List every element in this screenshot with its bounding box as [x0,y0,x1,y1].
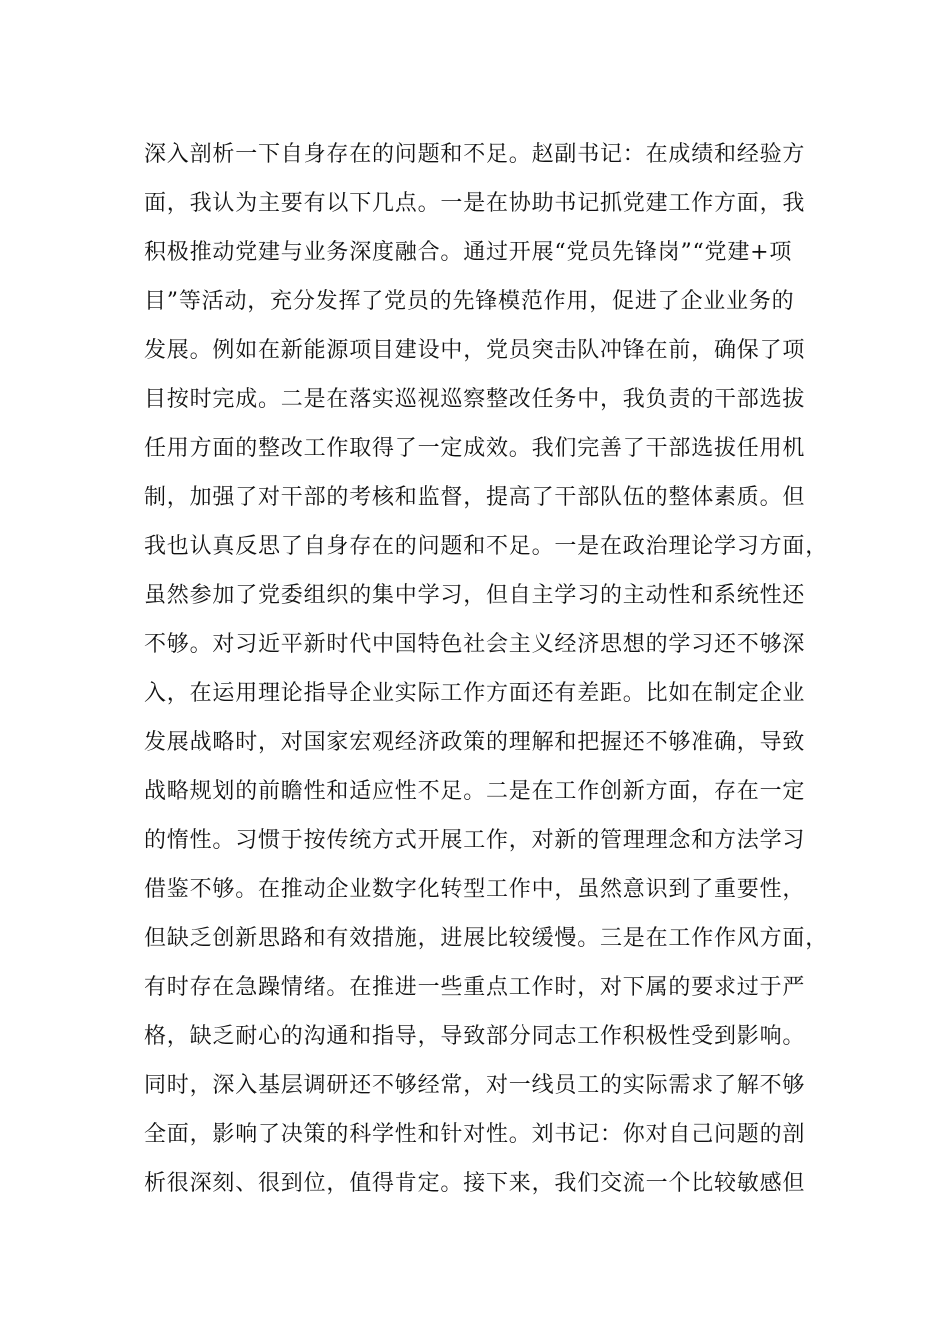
text-line: 制，加强了对干部的考核和监督，提高了干部队伍的整体素质。但 [144,485,806,510]
text-line: 全面，影响了决策的科学性和针对性。刘书记：你对自己问题的剖 [144,1122,806,1147]
text-line: 战略规划的前瞻性和适应性不足。二是在工作创新方面，存在一定 [144,779,806,804]
text-line: 析很深刻、很到位，值得肯定。接下来，我们交流一个比较敏感但 [144,1171,806,1196]
text-line: 不够。对习近平新时代中国特色社会主义经济思想的学习还不够深 [144,632,806,657]
text-line: 我也认真反思了自身存在的问题和不足。一是在政治理论学习方面， [144,534,829,559]
text-line: 同时，深入基层调研还不够经常，对一线员工的实际需求了解不够 [144,1073,806,1098]
text-line: 深入剖析一下自身存在的问题和不足。赵副书记：在成绩和经验方 [144,142,806,167]
text-line: 的惰性。习惯于按传统方式开展工作，对新的管理理念和方法学习 [144,828,806,853]
text-line: 面，我认为主要有以下几点。一是在协助书记抓党建工作方面，我 [144,191,806,216]
text-line: 入，在运用理论指导企业实际工作方面还有差距。比如在制定企业 [144,681,806,706]
body-text [144,130,844,1208]
text-line: 借鉴不够。在推动企业数字化转型工作中，虽然意识到了重要性， [144,877,806,902]
text-line: 目按时完成。二是在落实巡视巡察整改任务中，我负责的干部选拔 [144,387,806,412]
text-line: 任用方面的整改工作取得了一定成效。我们完善了干部选拔任用机 [144,436,806,461]
text-line: 目”等活动，充分发挥了党员的先锋模范作用，促进了企业业务的 [144,289,795,314]
text-line: 积极推动党建与业务深度融合。通过开展“党员先锋岗”“党建+项 [144,240,793,265]
text-line: 有时存在急躁情绪。在推进一些重点工作时，对下属的要求过于严 [144,975,806,1000]
text-line: 发展。例如在新能源项目建设中，党员突击队冲锋在前，确保了项 [144,338,806,363]
text-line: 虽然参加了党委组织的集中学习，但自主学习的主动性和系统性还 [144,583,806,608]
text-line: 发展战略时，对国家宏观经济政策的理解和把握还不够准确，导致 [144,730,806,755]
text-line: 但缺乏创新思路和有效措施，进展比较缓慢。三是在工作作风方面， [144,926,829,951]
text-line: 格，缺乏耐心的沟通和指导，导致部分同志工作积极性受到影响。 [144,1024,806,1049]
